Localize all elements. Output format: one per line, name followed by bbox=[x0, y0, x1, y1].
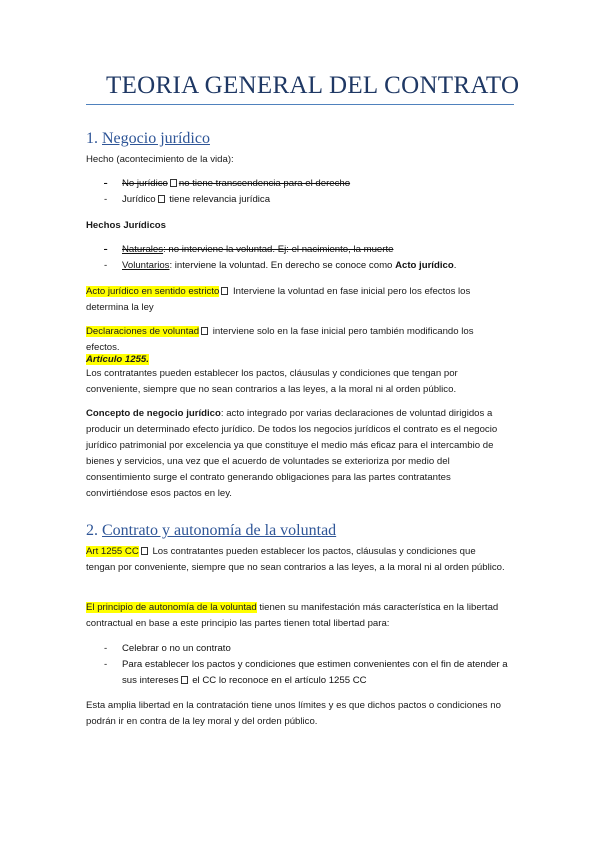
acto-juridico-term: Acto jurídico bbox=[395, 260, 454, 271]
no-juridico-desc: no tiene transcendencia para el derecho bbox=[178, 178, 351, 189]
list-item-voluntarios bbox=[104, 258, 456, 274]
section-1-title: Negocio jurídico bbox=[102, 130, 210, 147]
section-2-number: 2. bbox=[86, 522, 98, 539]
acto-estricto-text: Interviene la voluntad en fase inicial pero los efectos los determina la ley bbox=[86, 286, 471, 313]
articulo-1255-label: Artículo 1255. bbox=[86, 354, 149, 365]
bullet-dash: - bbox=[104, 178, 108, 189]
section-2-heading bbox=[86, 522, 336, 540]
concepto-text: : acto integrado por varias declaraciones de voluntad dirigidos a producir un determinado efecto jurídico. De todos los negocios jurídicos el contrato es el negocio jurídico patrimonial por excelencia ya que constituye el medio más eficaz para el intercambio de bienes y servicios, una vez que el acuerdo de voluntades se exterioriza por medio del consentimiento surge el contrato generando obligaciones para las partes contratantes convirtiéndose esos pactos en ley. bbox=[86, 408, 498, 499]
list-item-naturales bbox=[104, 242, 393, 258]
voluntarios-end: . bbox=[453, 260, 457, 271]
juridico-desc: tiene relevancia jurídica bbox=[166, 194, 271, 205]
bullet-dash: - bbox=[104, 244, 108, 255]
celebrar-text: Celebrar o no un contrato bbox=[122, 643, 231, 654]
art-1255-cc-paragraph bbox=[86, 544, 506, 576]
bullet-dash: - bbox=[104, 643, 108, 654]
no-juridico-term: No jurídico bbox=[122, 178, 168, 189]
principio-label: El principio de autonomía de la voluntad bbox=[86, 602, 257, 613]
list-item-no-juridico bbox=[104, 176, 350, 192]
principio-paragraph bbox=[86, 600, 506, 632]
hecho-label: Hecho (acontecimiento de la vida): bbox=[86, 154, 234, 165]
bullet-dash: - bbox=[104, 260, 108, 271]
pactos-text-end: el CC lo reconoce en el artículo 1255 CC bbox=[189, 675, 367, 686]
list-item-celebrar bbox=[104, 641, 231, 657]
acto-juridico-paragraph bbox=[86, 284, 506, 316]
hechos-juridicos-label: Hechos Jurídicos bbox=[86, 220, 166, 231]
bullet-dash: - bbox=[104, 659, 108, 670]
articulo-1255-text: Los contratantes pueden establecer los pactos, cláusulas y condiciones que tengan por conveniente, siempre que no sean contrarios a las leyes, a la moral ni al orden público. bbox=[86, 368, 458, 395]
section-2-title: Contrato y autonomía de la voluntad bbox=[102, 522, 337, 539]
voluntarios-term: Voluntarios bbox=[122, 260, 170, 271]
declaraciones-label: Declaraciones de voluntad bbox=[86, 326, 200, 337]
arrow-glyph-icon bbox=[201, 327, 208, 335]
arrow-glyph-icon bbox=[170, 179, 177, 187]
naturales-desc: : no interviene la voluntad. Ej: el nacimiento, la muerte bbox=[163, 244, 394, 255]
list-item-pactos-dash bbox=[104, 657, 122, 673]
principio-text: tienen su manifestación más característica en la libertad contractual en base a este principio las partes tienen total libertad para: bbox=[86, 602, 499, 629]
art-1255-cc-text: Los contratantes pueden establecer los pactos, cláusulas y condiciones que tengan por conveniente, siempre que no sean contrarios a las leyes, a la moral ni al orden público. bbox=[86, 546, 505, 573]
list-item-pactos bbox=[122, 657, 512, 689]
page-title: TEORIA GENERAL DEL CONTRATO bbox=[106, 72, 520, 99]
art-1255-cc-label: Art 1255 CC bbox=[86, 546, 139, 557]
pactos-text: Para establecer los pactos y condiciones que estimen convenientes con el fin de atender a sus intereses bbox=[122, 659, 508, 686]
declaraciones-text: interviene solo en la fase inicial pero también modificando los efectos. bbox=[86, 326, 474, 353]
voluntarios-desc: : interviene la voluntad. En derecho se conoce como bbox=[169, 260, 396, 271]
closing-paragraph: Esta amplia libertad en la contratación tiene unos límites y es que dichos pactos o condiciones no podrán ir en contra de la ley moral y del orden público. bbox=[86, 700, 501, 727]
arrow-glyph-icon bbox=[181, 676, 188, 684]
juridico-term: Jurídico bbox=[122, 194, 156, 205]
section-1-number: 1. bbox=[86, 130, 98, 147]
title-underline bbox=[86, 104, 514, 105]
concepto-label: Concepto de negocio jurídico bbox=[86, 408, 221, 419]
acto-estricto-label: Acto jurídico en sentido estricto bbox=[86, 286, 220, 297]
bullet-dash: - bbox=[104, 194, 108, 205]
arrow-glyph-icon bbox=[221, 287, 228, 295]
arrow-glyph-icon bbox=[158, 195, 165, 203]
concepto-paragraph bbox=[86, 406, 506, 502]
naturales-term: Naturales bbox=[122, 244, 164, 255]
section-1-heading bbox=[86, 130, 210, 148]
list-item-juridico bbox=[104, 192, 270, 208]
arrow-glyph-icon bbox=[141, 547, 148, 555]
